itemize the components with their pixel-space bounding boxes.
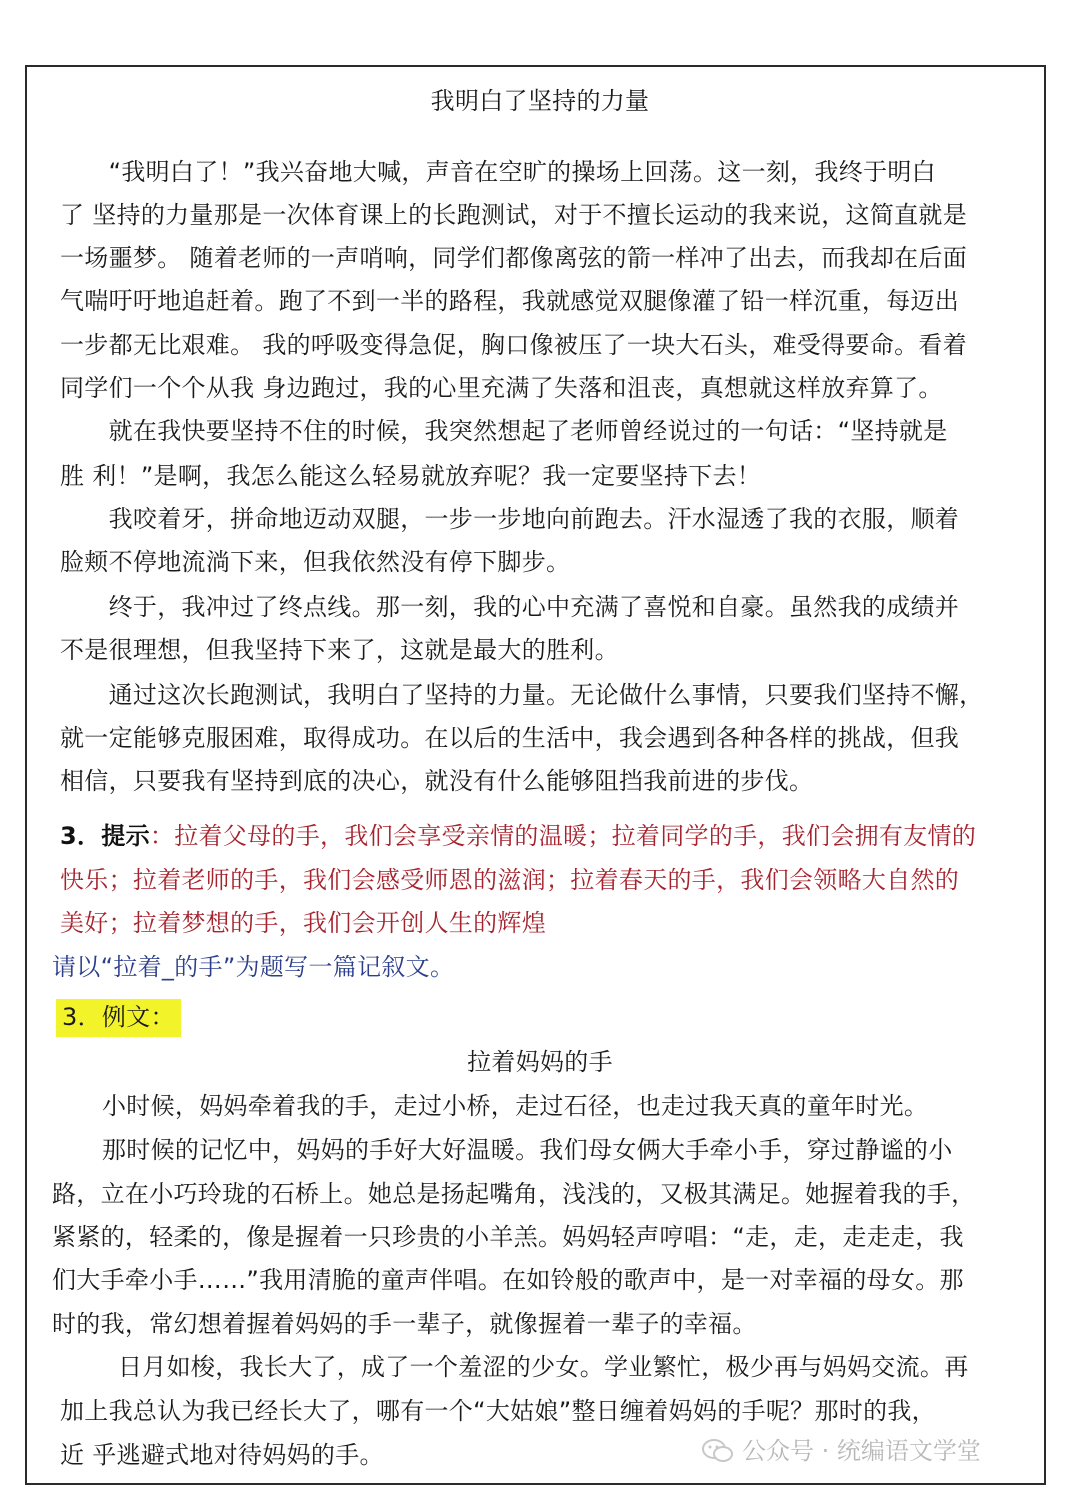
essay1-line: 就在我快要坚持不住的时候，我突然想起了老师曾经说过的一句话：“坚持就是	[60, 417, 948, 445]
essay1-line: 了 坚持的力量那是一次体育课上的长跑测试，对于不擅长运动的我来说，这简直就是	[60, 201, 968, 229]
hint-colon: ：	[149, 822, 175, 850]
watermark-text: 公众号 · 统编语文学堂	[742, 1437, 981, 1465]
essay2-line: 路，立在小巧玲珑的石桥上。她总是扬起嘴角，浅浅的，又极其满足。她握着我的手，	[52, 1180, 976, 1208]
essay2-title: 拉着妈妈的手	[467, 1048, 613, 1076]
essay2-line: 日月如梭，我长大了，成了一个羞涩的少女。学业繁忙，极少再与妈妈交流。再	[118, 1353, 969, 1381]
essay1-line: 不是很理想，但我坚持下来了，这就是最大的胜利。	[60, 636, 619, 664]
hint-label: 3．提示	[60, 822, 150, 850]
essay1-line: 相信，只要我有坚持到底的决心，就没有什么能够阻挡我前进的步伐。	[60, 767, 814, 795]
hint-line-3: 美好；拉着梦想的手，我们会开创人生的辉煌	[60, 909, 546, 937]
essay2-line: 紧紧的，轻柔的，像是握着一只珍贵的小羊羔。妈妈轻声哼唱：“走，走，走走走，我	[52, 1223, 964, 1251]
essay1-line: 一步都无比艰难。 我的呼吸变得急促，胸口像被压了一块大石头，难受得要命。看着	[60, 331, 968, 359]
essay2-line: 小时候，妈妈牵着我的手，走过小桥，走过石径，也走过我天真的童年时光。	[102, 1092, 929, 1120]
essay2-line: 那时候的记忆中，妈妈的手好大好温暖。我们母女俩大手牵小手，穿过静谧的小	[102, 1136, 953, 1164]
essay1-line: 通过这次长跑测试，我明白了坚持的力量。无论做什么事情，只要我们坚持不懈，	[60, 681, 984, 709]
essay1-line: 气喘吁吁地追赶着。跑了不到一半的路程，我就感觉双腿像灌了铅一样沉重，每迈出	[60, 287, 960, 315]
example-label-row	[56, 1002, 181, 1032]
essay1-line: 我咬着牙，拼命地迈动双腿，一步一步地向前跑去。汗水湿透了我的衣服，顺着	[60, 505, 960, 533]
hint-line-2: 快乐；拉着老师的手，我们会感受师恩的滋润；拉着春天的手，我们会领略大自然的	[60, 866, 960, 894]
writing-prompt: 请以“拉着_的手”为题写一篇记叙文。	[52, 953, 455, 981]
essay1-line: 就一定能够克服困难，取得成功。在以后的生活中，我会遇到各种各样的挑战，但我	[60, 724, 960, 752]
essay2-line: 加上我总认为我已经长大了，哪有一个“大姑娘”整日缠着妈妈的手呢？那时的我，	[60, 1397, 936, 1425]
essay1-line: 一场噩梦。 随着老师的一声哨响，同学们都像离弦的箭一样冲了出去，而我却在后面	[60, 244, 968, 272]
essay1-title: 我明白了坚持的力量	[430, 87, 650, 115]
essay1-line: 同学们一个个从我 身边跑过，我的心里充满了失落和沮丧，真想就这样放弃算了。	[60, 374, 943, 402]
example-label: 3．例文：	[56, 999, 181, 1037]
essay2-line: 近 乎逃避式地对待妈妈的手。	[60, 1441, 384, 1469]
essay2-line: 们大手牵小手……”我用清脆的童声伴唱。在如铃般的歌声中，是一对幸福的母女。那	[52, 1266, 964, 1294]
hint-line-1	[60, 821, 976, 851]
hint-text-1: 拉着父母的手，我们会享受亲情的温暖；拉着同学的手，我们会拥有友情的	[174, 822, 977, 850]
essay1-line: 终于，我冲过了终点线。那一刻，我的心中充满了喜悦和自豪。虽然我的成绩并	[60, 593, 960, 621]
essay1-line: 胜 利！”是啊，我怎么能这么轻易就放弃呢？我一定要坚持下去！	[60, 462, 762, 490]
essay1-line: 脸颊不停地流淌下来，但我依然没有停下脚步。	[60, 548, 571, 576]
wechat-icon	[700, 1436, 736, 1466]
essay2-line: 时的我，常幻想着握着妈妈的手一辈子，就像握着一辈子的幸福。	[52, 1310, 757, 1338]
essay1-line: “我明白了！”我兴奋地大喊，声音在空旷的操场上回荡。这一刻，我终于明白	[60, 158, 936, 186]
